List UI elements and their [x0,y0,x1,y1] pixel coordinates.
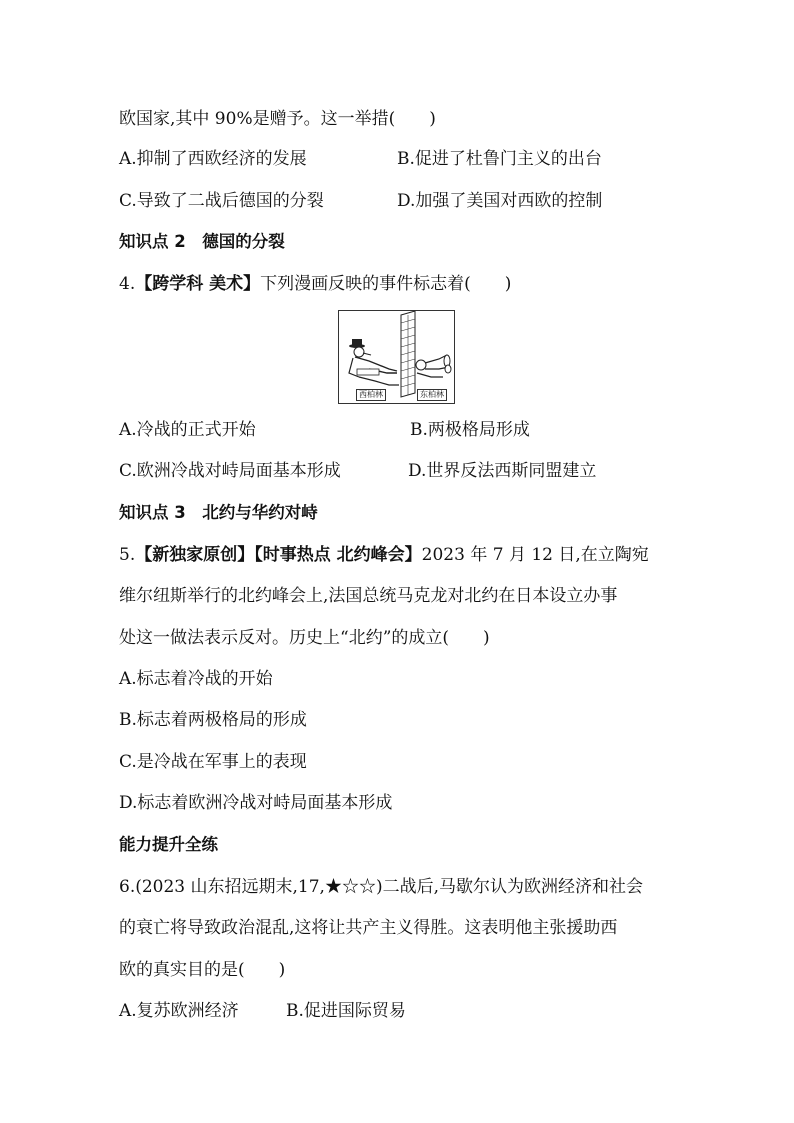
q5-stem-line-1-rest: 2023 年 7 月 12 日,在立陶宛 [421,545,649,565]
q5-option-d: D.标志着欧洲冷战对峙局面基本形成 [119,793,393,813]
q6-option-b: B.促进国际贸易 [286,1001,406,1021]
knowledge-point-3-heading: 知识点 3 北约与华约对峙 [119,503,318,522]
q6-option-a: A.复苏欧洲经济 [119,1001,239,1021]
q6-stem-line-2: 的衰亡将导致政治混乱,这将让共产主义得胜。这表明他主张援助西 [119,918,618,938]
q6-stem-line-1: 6.(2023 山东招远期末,17,★☆☆)二战后,马歇尔认为欧洲经济和社会 [119,877,643,897]
section-heading: 能力提升全练 [119,835,218,854]
berlin-wall-cartoon [338,310,455,404]
q5-tag-original: 【新独家原创】 [135,545,255,565]
q3-option-d: D.加强了美国对西欧的控制 [397,191,603,211]
q3-option-c: C.导致了二战后德国的分裂 [119,191,324,211]
q5-option-c: C.是冷战在军事上的表现 [119,752,307,772]
knowledge-point-2-heading: 知识点 2 德国的分裂 [119,232,285,251]
q5-stem-line-2: 维尔纽斯举行的北约峰会上,法国总统马克龙对北约在日本设立办事 [119,586,618,606]
q6-stem-line-3: 欧的真实目的是( ) [119,960,286,980]
q3-option-a: A.抑制了西欧经济的发展 [119,149,307,169]
q4-option-a: A.冷战的正式开始 [119,420,256,440]
q5-stem-line-3: 处这一做法表示反对。历史上“北约”的成立( ) [119,628,490,648]
q5-tag-hot-topic: 【时事热点 北约峰会】 [254,545,422,565]
q5-stem-line-1 [119,544,649,566]
q4-number: 4. [119,274,136,294]
q4-option-c: C.欧洲冷战对峙局面基本形成 [119,461,341,481]
q4-stem [119,273,511,295]
q3-option-b: B.促进了杜鲁门主义的出台 [397,149,602,169]
q5-option-b: B.标志着两极格局的形成 [119,710,307,730]
cartoon-label-west-berlin: 西柏林 [356,389,386,401]
q4-text: 下列漫画反映的事件标志着( ) [260,274,512,294]
q5-option-a: A.标志着冷战的开始 [119,669,273,689]
cartoon-label-east-berlin: 东柏林 [417,389,447,401]
q3-tail-text: 欧国家,其中 90%是赠予。这一举措( ) [119,109,436,129]
q4-option-b: B.两极格局形成 [410,420,530,440]
q5-number: 5. [119,545,136,565]
q4-option-d: D.世界反法西斯同盟建立 [408,461,597,481]
q4-tag: 【跨学科 美术】 [135,274,261,294]
